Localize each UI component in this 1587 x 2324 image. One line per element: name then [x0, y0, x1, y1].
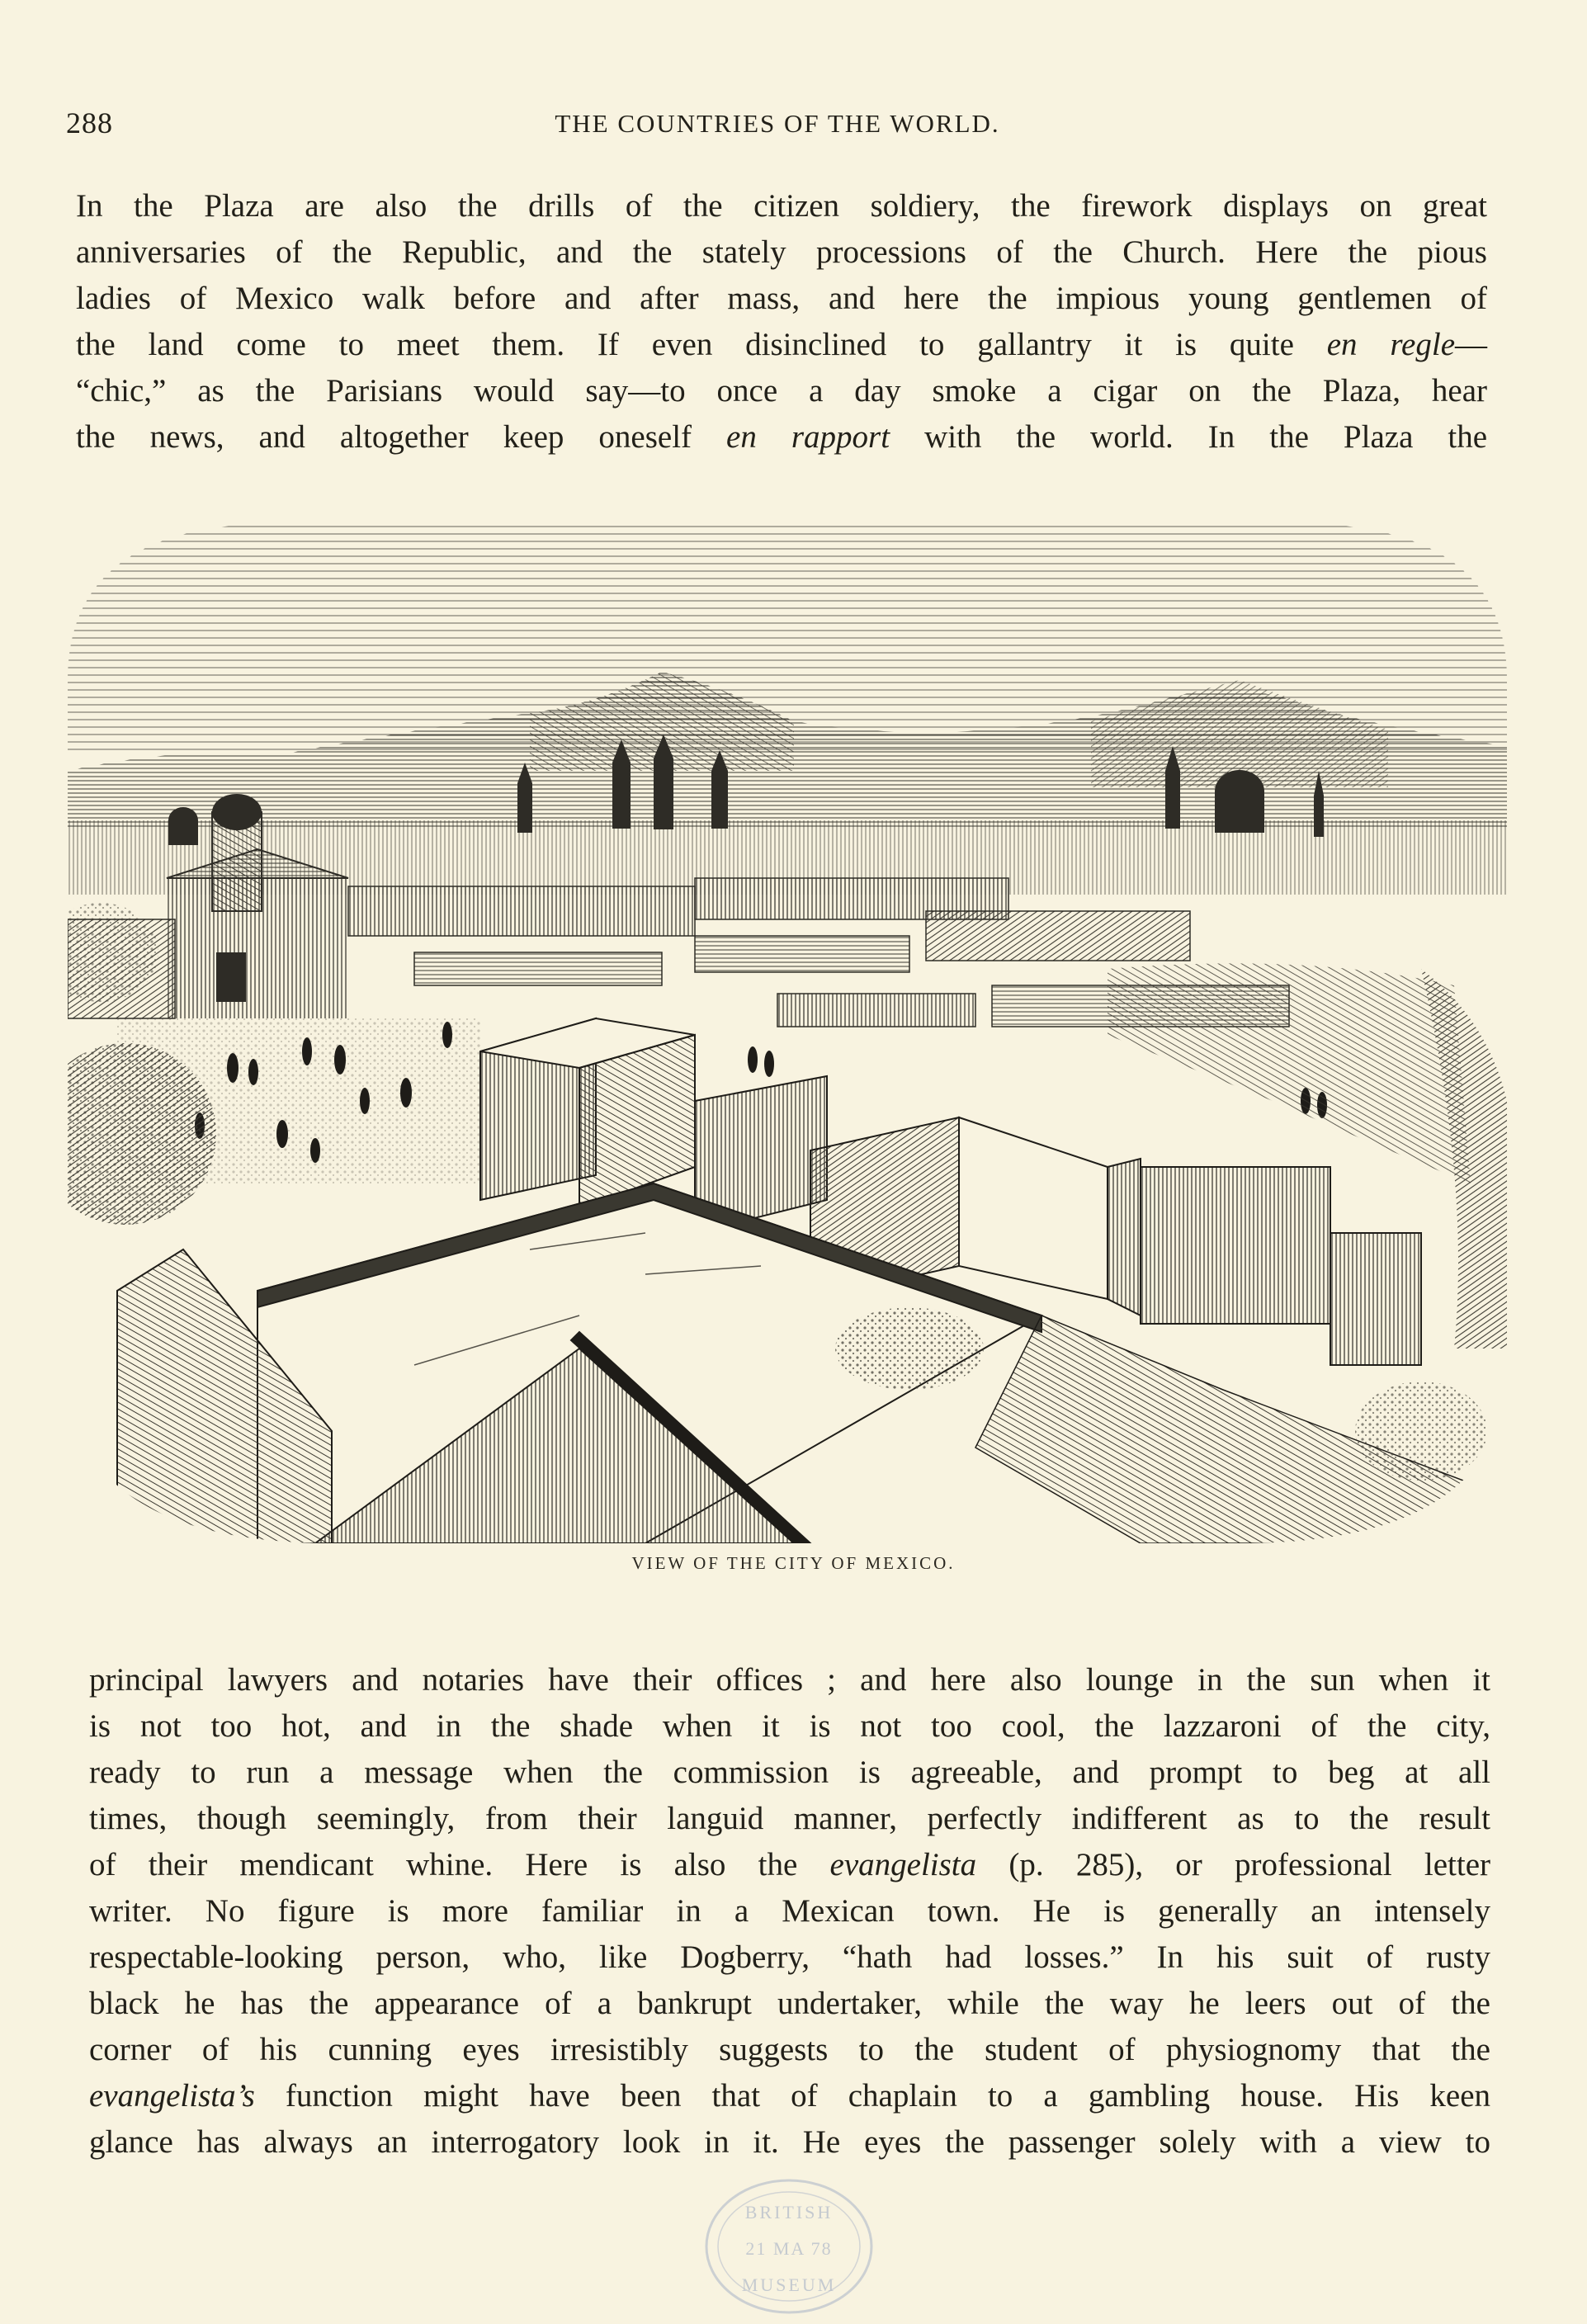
text-line: [89, 1842, 1490, 1888]
text-segment: —: [1455, 327, 1488, 362]
text-segment: (p. 285), or professional letter: [976, 1847, 1490, 1882]
text-line: black he has the appearance of a bankrupt undertaker, while the way he leers out of the: [89, 1986, 1490, 2021]
engraving-illustration: [68, 523, 1507, 1543]
text-line: [76, 322, 1487, 368]
text-line: “chic,” as the Parisians would say—to once a day smoke a cigar on the Plaza, hear: [76, 373, 1487, 409]
text-line: times, though seemingly, from their languid manner, perfectly indifferent as to the result: [89, 1801, 1490, 1836]
paragraph-top: [76, 183, 1487, 461]
library-stamp: [701, 2175, 876, 2317]
text-segment: with the world. In the Plaza the: [890, 419, 1488, 455]
page-number: 288: [66, 106, 113, 139]
text-segment: function might have been that of chaplain to a gambling house. His keen: [285, 2078, 1491, 2114]
text-segment: the land come to meet them. If even disinclined to gallantry it is quite: [76, 327, 1294, 362]
text-line: [89, 2073, 1490, 2119]
stamp-text-bottom: MUSEUM: [741, 2274, 837, 2295]
paragraph-bottom: [89, 1657, 1490, 2166]
page-header: [66, 106, 1489, 147]
text-line: writer. No figure is more familiar in a Mexican town. He is generally an intensely: [89, 1893, 1490, 1929]
text-line: [76, 414, 1487, 461]
italic-term: en regle: [1326, 327, 1456, 362]
figure-caption: VIEW OF THE CITY OF MEXICO.: [631, 1553, 956, 1573]
italic-term: evangelista: [829, 1847, 977, 1882]
text-line: ready to run a message when the commission is agreeable, and prompt to beg at all: [89, 1755, 1490, 1790]
city-view-engraving: [68, 523, 1507, 1543]
foliage: [835, 1307, 984, 1390]
running-title: THE COUNTRIES OF THE WORLD.: [555, 109, 1000, 138]
text-line: respectable-looking person, who, like Dogberry, “hath had losses.” In his suit of rusty: [89, 1939, 1490, 1975]
text-line: is not too hot, and in the shade when it is not too cool, the lazzaroni of the city,: [89, 1708, 1490, 1744]
italic-term: evangelista’s: [89, 2078, 255, 2114]
text-line: glance has always an interrogatory look in it. He eyes the passenger solely with a view to: [89, 2124, 1490, 2160]
foliage: [1355, 1382, 1487, 1481]
text-line: anniversaries of the Republic, and the stately processions of the Church. Here the pious: [76, 234, 1487, 270]
text-line: principal lawyers and notaries have their offices ; and here also lounge in the sun when it: [89, 1662, 1490, 1698]
text-segment: the news, and altogether keep oneself: [76, 419, 692, 455]
italic-term: en rapport: [726, 419, 890, 455]
text-segment: of their mendicant whine. Here is also the: [89, 1847, 798, 1882]
text-line: In the Plaza are also the drills of the citizen soldiery, the firework displays on great: [76, 188, 1487, 224]
text-line: corner of his cunning eyes irresistibly suggests to the student of physiognomy that the: [89, 2032, 1490, 2067]
stamp-date: 21 MA 78: [745, 2238, 833, 2259]
text-line: ladies of Mexico walk before and after mass, and here the impious young gentlemen of: [76, 281, 1487, 316]
stamp-text-top: BRITISH: [744, 2202, 834, 2222]
